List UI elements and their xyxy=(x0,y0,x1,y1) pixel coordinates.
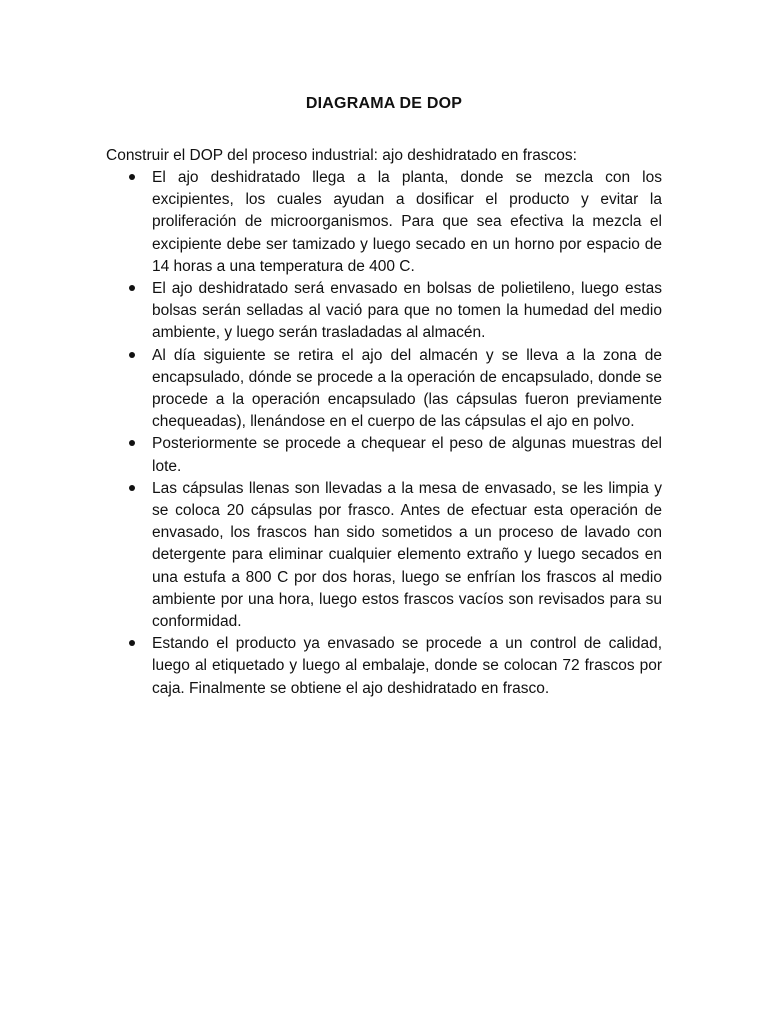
list-item xyxy=(128,633,662,700)
bullet-list xyxy=(128,167,662,700)
list-item-text: Las cápsulas llenas son llevadas a la mesa de envasado, se les limpia y se coloca 20 cápsulas por frasco. Antes de efectuar esta operación de envasado, los frascos han sido sometidos a un proceso de lavado con detergente para eliminar cualquier elemento extraño y luego secados en una estufa a 800 C por dos horas, luego se enfrían los frascos al medio ambiente por una hora, luego estos frascos vacíos son revisados para su conformidad. xyxy=(152,479,662,631)
bullet-icon xyxy=(129,440,135,446)
bullet-icon xyxy=(129,485,135,491)
bullet-icon xyxy=(129,285,135,291)
bullet-icon xyxy=(129,640,135,646)
list-item-text: Estando el producto ya envasado se procede a un control de calidad, luego al etiquetado y luego al embalaje, donde se colocan 72 frascos por caja. Finalmente se obtiene el ajo deshidratado en frasco. xyxy=(152,635,662,697)
bullet-icon xyxy=(129,352,135,358)
list-item-text: El ajo deshidratado llega a la planta, donde se mezcla con los excipientes, los cuales ayudan a dosificar el producto y evitar la proliferación de microorganismos. Para que sea efectiva la mezcla el excipiente debe ser tamizado y luego secado en un horno por espacio de 14 horas a una temperatura de 400 C. xyxy=(152,169,662,275)
list-item-text: El ajo deshidratado será envasado en bolsas de polietileno, luego estas bolsas serán selladas al vació para que no tomen la humedad del medio ambiente, y luego serán trasladadas al almacén. xyxy=(152,280,662,342)
intro-paragraph: Construir el DOP del proceso industrial: ajo deshidratado en frascos: xyxy=(106,147,577,164)
list-item xyxy=(128,433,662,477)
list-item xyxy=(128,278,662,345)
list-item xyxy=(128,167,662,278)
list-item-text: Posteriormente se procede a chequear el peso de algunas muestras del lote. xyxy=(152,435,662,475)
list-item xyxy=(128,345,662,434)
bullet-icon xyxy=(129,174,135,180)
document-title: DIAGRAMA DE DOP xyxy=(305,95,463,112)
list-item-text: Al día siguiente se retira el ajo del almacén y se lleva a la zona de encapsulado, dónde se procede a la operación de encapsulado, donde se procede a la operación encapsulado (las cápsulas fueron previamente chequeadas), llenándose en el cuerpo de las cápsulas el ajo en polvo. xyxy=(152,346,662,431)
list-item xyxy=(128,478,662,633)
